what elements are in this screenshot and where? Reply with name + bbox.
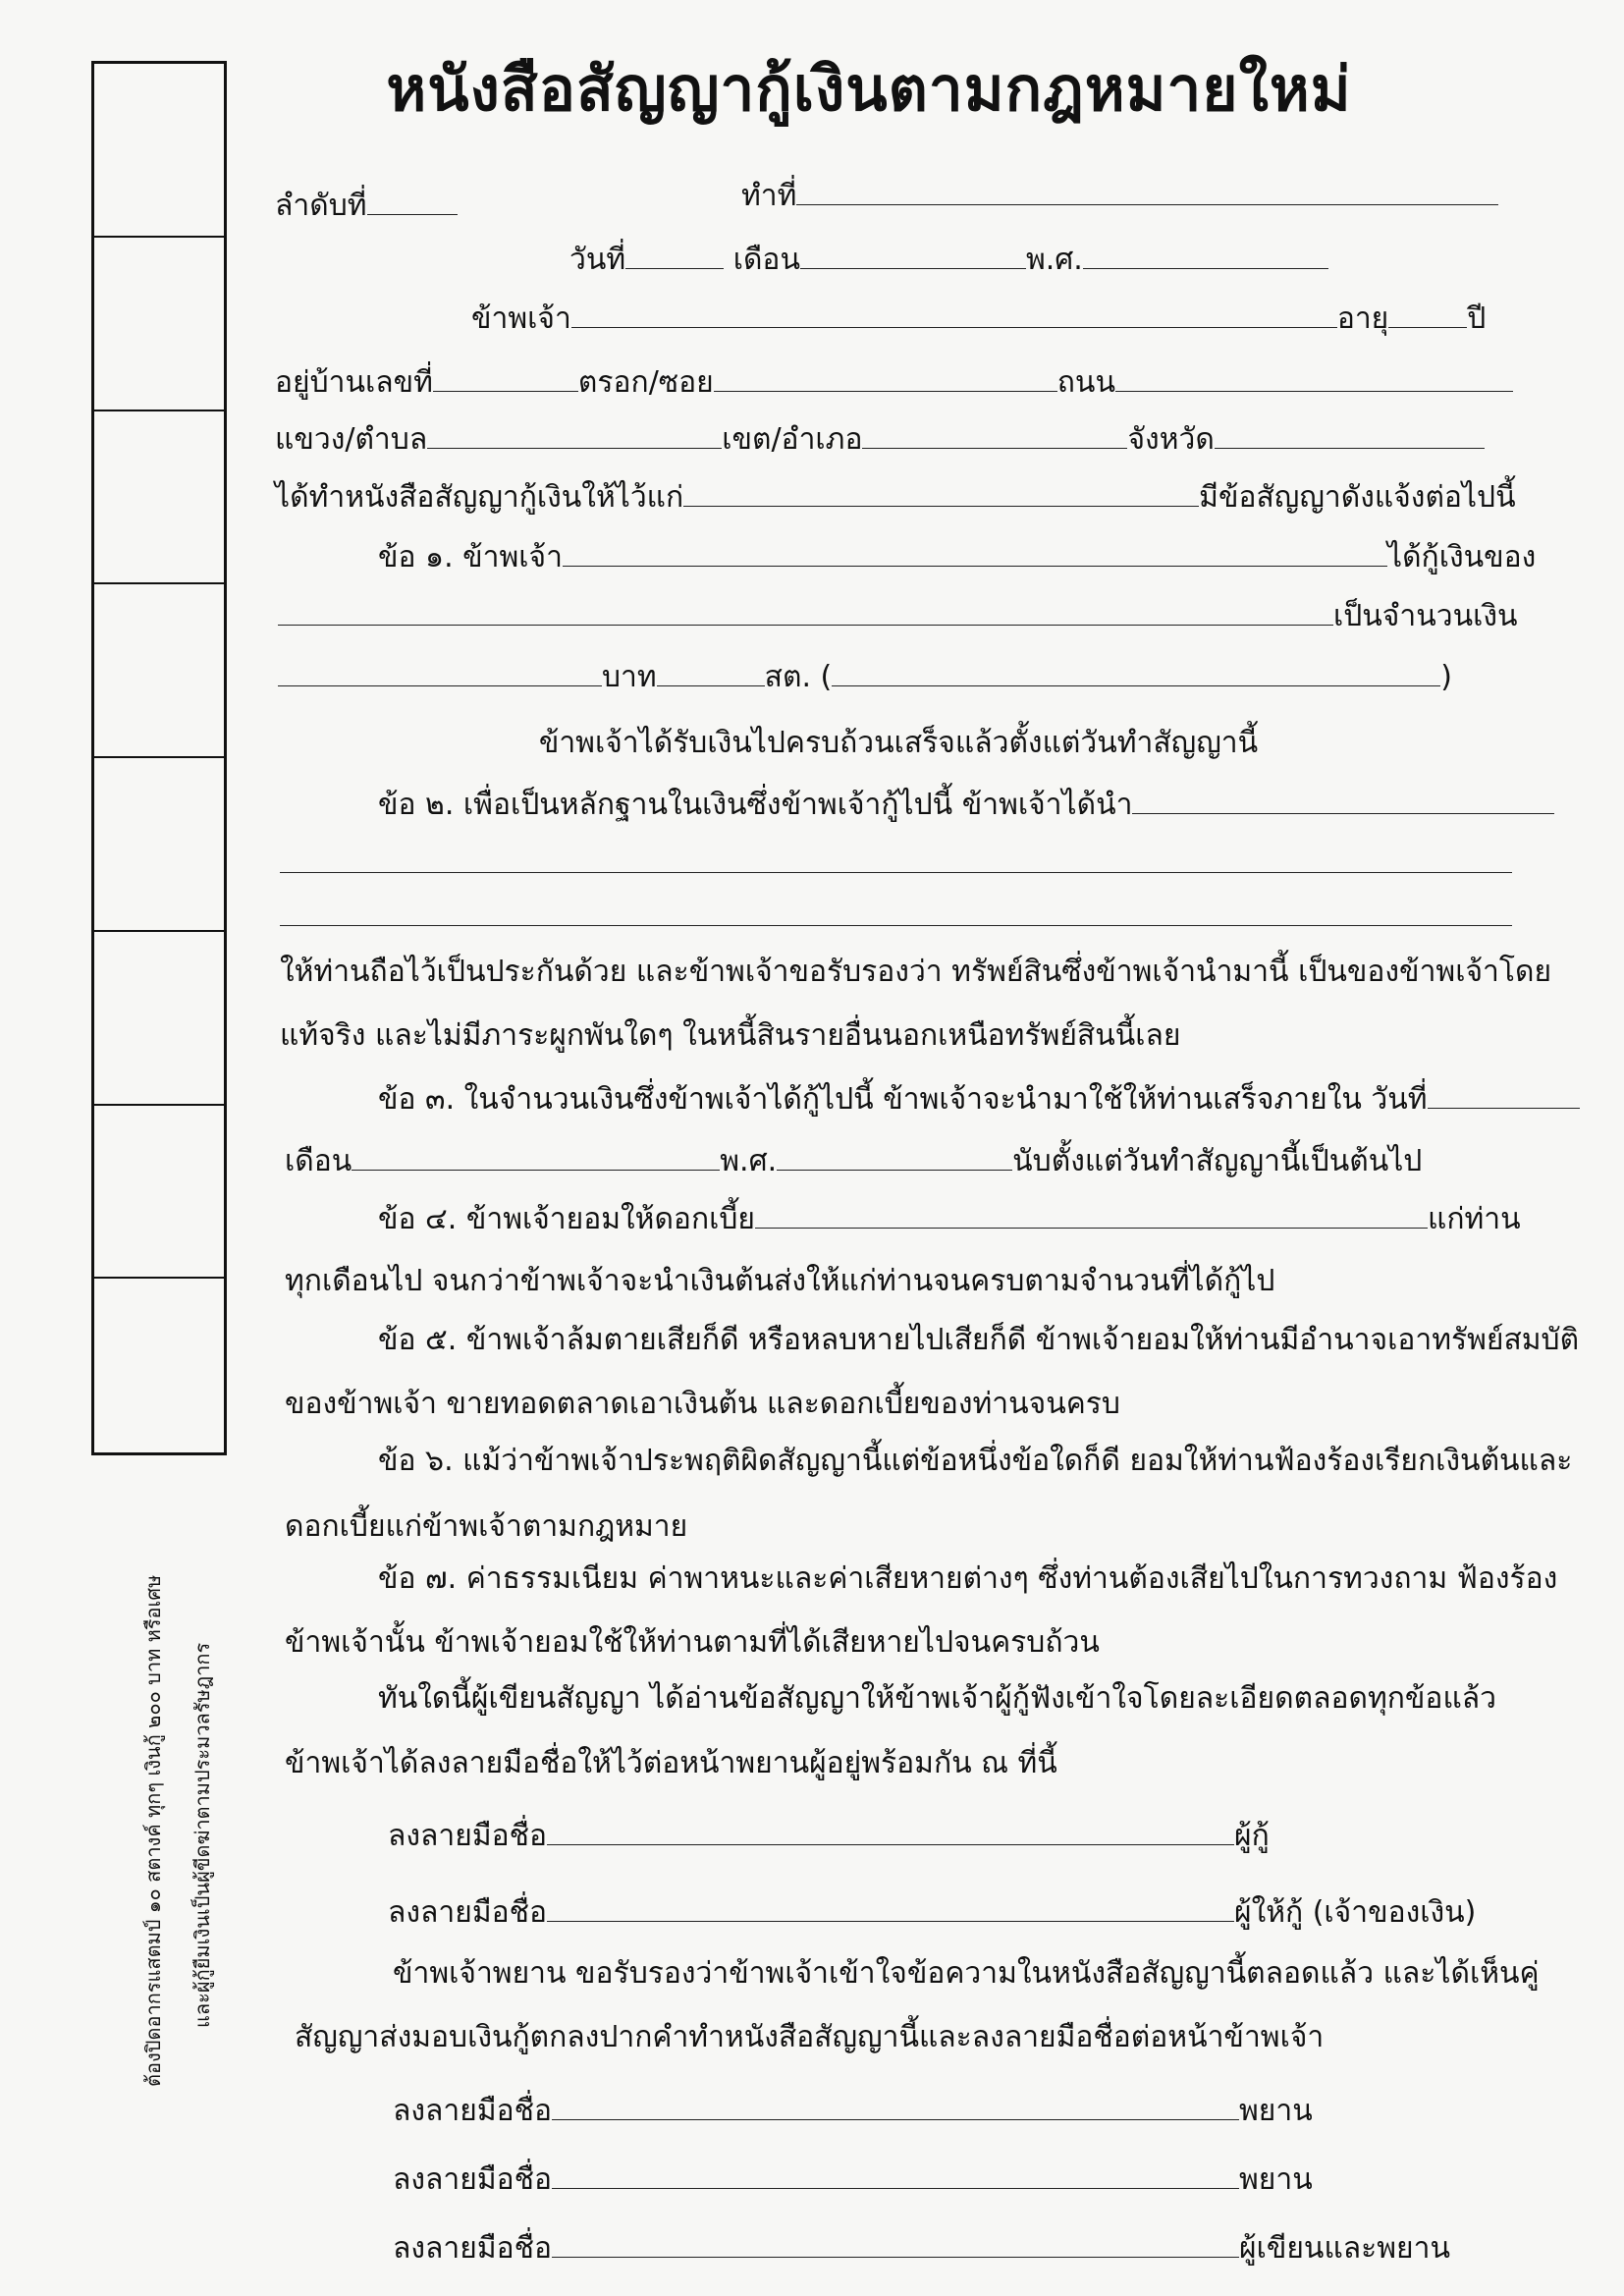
amount-label: เป็นจำนวนเงิน [1333, 599, 1518, 633]
satang-label: สต. ( [764, 660, 833, 694]
i-label: ข้าพเจ้า [471, 301, 571, 336]
clause3-date-row [285, 1142, 1422, 1181]
baht-field[interactable] [278, 660, 602, 686]
clause1-row [378, 538, 1536, 577]
repay-year-label: พ.ศ. [720, 1144, 778, 1178]
made-at-field[interactable] [796, 179, 1498, 205]
clause1-label: ข้อ ๑. ข้าพเจ้า [378, 540, 563, 574]
lender-signature-row [388, 1893, 1476, 1933]
witness2-signature-field[interactable] [552, 2162, 1239, 2189]
sign-label: ลงลายมือชื่อ [393, 2231, 553, 2266]
road-label: ถนน [1056, 365, 1115, 400]
province-label: จังหวัด [1127, 422, 1215, 457]
borrower-label: ผู้กู้ [1234, 1819, 1270, 1853]
amount-words-field[interactable] [832, 660, 1440, 686]
clause2-label: ข้อ ๒. เพื่อเป็นหลักฐานในเงินซึ่งข้าพเจ้ากู้ไปนี้ ข้าพเจ้าได้นำ [378, 788, 1133, 822]
repay-date-field[interactable] [1428, 1082, 1580, 1109]
received-statement: ข้าพเจ้าได้รับเงินไปครบถ้วนเสร็จแล้วตั้งแต่วันทำสัญญานี้ [538, 726, 1259, 760]
stamp-box-column [91, 61, 227, 1455]
repay-month-label: เดือน [285, 1144, 352, 1178]
date-label: วันที่ [569, 243, 626, 277]
witness-statement: สัญญาส่งมอบเงินกู้ตกลงปากคำทำหนังสือสัญญานี้และลงลายมือชื่อต่อหน้าข้าพเจ้า [295, 2020, 1325, 2054]
clause5-text: ของข้าพเจ้า ขายทอดตลาดเอาเงินต้น และดอกเบี้ยของท่านจนครบ [285, 1387, 1120, 1421]
clause3-row [378, 1080, 1580, 1120]
date-field[interactable] [625, 243, 724, 269]
age-label: อายุ [1336, 301, 1389, 336]
house-no-label: อยู่บ้านเลขที่ [275, 365, 433, 400]
made-at-label: ทำที่ [741, 179, 797, 213]
clause5-text: ข้อ ๕. ข้าพเจ้าล้มตายเสียก็ดี หรือหลบหายไปเสียก็ดี ข้าพเจ้ายอมให้ท่านมีอำนาจเอาทรัพย์สมบัติ [378, 1323, 1580, 1357]
collateral-field[interactable] [1132, 788, 1554, 814]
age-field[interactable] [1388, 301, 1467, 328]
interest-field[interactable] [755, 1202, 1428, 1229]
order-row [275, 187, 458, 226]
witness1-signature-row [393, 2092, 1313, 2131]
district-label: เขต/อำเภอ [722, 422, 863, 457]
witness-label: พยาน [1239, 2162, 1313, 2197]
collateral-line[interactable] [280, 925, 1512, 926]
road-field[interactable] [1115, 365, 1513, 392]
clause3-label: ข้อ ๓. ในจำนวนเงินซึ่งข้าพเจ้าได้กู้ไปนี้ ข้าพเจ้าจะนำมาใช้ให้ท่านเสร็จภายใน วันที่ [378, 1082, 1428, 1117]
witness1-signature-field[interactable] [552, 2094, 1239, 2120]
area-row [275, 420, 1485, 460]
clause6-text: ดอกเบี้ยแก่ข้าพเจ้าตามกฎหมาย [285, 1509, 688, 1544]
clause6-text: ข้อ ๖. แม้ว่าข้าพเจ้าประพฤติผิดสัญญานี้แต่ข้อหนึ่งข้อใดก็ดี ยอมให้ท่านฟ้องร้องเรียกเงินต้นและ [378, 1444, 1573, 1478]
closing-text: ทันใดนี้ผู้เขียนสัญญา ได้อ่านข้อสัญญาให้ข้าพเจ้าผู้กู้ฟังเข้าใจโดยละเอียดตลอดทุกข้อแล้ว [378, 1681, 1497, 1716]
sign-label: ลงลายมือชื่อ [388, 1819, 548, 1853]
baht-label: บาท [602, 660, 657, 694]
alley-label: ตรอก/ซอย [577, 365, 714, 400]
clause2-text: ให้ท่านถือไว้เป็นประกันด้วย และข้าพเจ้าขอรับรองว่า ทรัพย์สินซึ่งข้าพเจ้านำมานี้ เป็นของข้าพเจ้าโดย [280, 955, 1552, 989]
subdistrict-label: แขวง/ตำบล [275, 422, 428, 457]
contract-to-label: ได้ทำหนังสือสัญญากู้เงินให้ไว้แก่ [275, 480, 684, 515]
subdistrict-field[interactable] [427, 422, 722, 449]
alley-field[interactable] [714, 365, 1057, 392]
close-paren: ) [1440, 660, 1452, 694]
clause7-text: ข้าพเจ้านั้น ข้าพเจ้ายอมใช้ให้ท่านตามที่ได้เสียหายไปจนครบถ้วน [285, 1625, 1100, 1660]
borrower-signature-row [388, 1817, 1270, 1856]
borrowed-from-label: ได้กู้เงินของ [1386, 540, 1537, 574]
clause1-amount-row [278, 597, 1518, 636]
borrower-signature-field[interactable] [547, 1819, 1234, 1845]
month-field[interactable] [800, 243, 1026, 269]
terms-follow-label: มีข้อสัญญาดังแจ้งต่อไปนี้ [1199, 480, 1516, 515]
years-label: ปี [1467, 301, 1487, 336]
witness2-signature-row [393, 2160, 1313, 2200]
clause4-row [378, 1200, 1521, 1239]
lender-field[interactable] [278, 599, 1333, 626]
clause4-label: ข้อ ๔. ข้าพเจ้ายอมให้ดอกเบี้ย [378, 1202, 755, 1236]
sign-label: ลงลายมือชื่อ [388, 1895, 548, 1930]
made-at-row [741, 177, 1498, 216]
stamp-box [94, 411, 224, 585]
lender-signature-field[interactable] [547, 1895, 1234, 1922]
witness-statement: ข้าพเจ้าพยาน ขอรับรองว่าข้าพเจ้าเข้าใจข้อความในหนังสือสัญญานี้ตลอดแล้ว และได้เห็นคู่ [393, 1956, 1540, 1991]
writer-signature-row [393, 2229, 1450, 2269]
closing-text: ข้าพเจ้าได้ลงลายมือชื่อให้ไว้ต่อหน้าพยานผู้อยู่พร้อมกัน ณ ที่นี้ [285, 1746, 1057, 1780]
stamp-duty-note: และผู้กู้ยืมเงินเป็นผู้ขีดฆ่าตามประมวลรัษฎากร [190, 1642, 214, 2028]
date-row [569, 241, 1328, 280]
month-label: เดือน [732, 243, 800, 277]
contract-to-row [275, 478, 1516, 518]
stamp-duty-note: ต้องปิดอากรแสตมป์ ๑๐ สตางค์ ทุกๆ เงินกู้ ๒๐๐ บาท หรือเศษ [141, 1574, 165, 2087]
stamp-box [94, 584, 224, 758]
from-label: นับตั้งแต่วันทำสัญญานี้เป็นต้นไป [1012, 1144, 1423, 1178]
sign-label: ลงลายมือชื่อ [393, 2162, 553, 2197]
satang-field[interactable] [657, 660, 765, 686]
house-no-field[interactable] [433, 365, 578, 392]
writer-signature-field[interactable] [552, 2231, 1239, 2258]
stamp-box [94, 64, 224, 238]
clause7-text: ข้อ ๗. ค่าธรรมเนียม ค่าพาหนะและค่าเสียหายต่างๆ ซึ่งท่านต้องเสียไปในการทวงถาม ฟ้องร้อง [378, 1561, 1558, 1596]
name-row [471, 300, 1486, 339]
year-label: พ.ศ. [1025, 243, 1083, 277]
year-field[interactable] [1083, 243, 1328, 269]
stamp-box [94, 758, 224, 932]
repay-month-field[interactable] [352, 1144, 720, 1171]
borrower-name-field[interactable] [563, 540, 1387, 567]
district-field[interactable] [862, 422, 1127, 449]
address-row [275, 363, 1513, 403]
to-you-label: แก่ท่าน [1427, 1202, 1521, 1236]
stamp-box [94, 1279, 224, 1452]
lender-label: ผู้ให้กู้ (เจ้าของเงิน) [1234, 1895, 1477, 1930]
sign-label: ลงลายมือชื่อ [393, 2094, 553, 2128]
name-field[interactable] [571, 301, 1337, 328]
province-field[interactable] [1215, 422, 1485, 449]
writer-witness-label: ผู้เขียนและพยาน [1239, 2231, 1450, 2266]
stamp-box [94, 932, 224, 1106]
stamp-box [94, 238, 224, 411]
lender-name-field[interactable] [683, 480, 1199, 507]
collateral-line[interactable] [280, 872, 1512, 873]
clause2-row [378, 786, 1554, 825]
stamp-box [94, 1106, 224, 1280]
clause4-text: ทุกเดือนไป จนกว่าข้าพเจ้าจะนำเงินต้นส่งให้แก่ท่านจนครบตามจำนวนที่ได้กู้ไป [285, 1264, 1275, 1298]
witness-label: พยาน [1239, 2094, 1313, 2128]
order-no-label: ลำดับที่ [275, 189, 367, 223]
repay-year-field[interactable] [777, 1144, 1012, 1171]
clause1-money-row [278, 658, 1452, 697]
document-title: หนังสือสัญญากู้เงินตามกฎหมายใหม่ [386, 53, 1352, 125]
clause2-text: แท้จริง และไม่มีภาระผูกพันใดๆ ในหนี้สินรายอื่นนอกเหนือทรัพย์สินนี้เลย [280, 1018, 1181, 1053]
order-no-field[interactable] [367, 189, 458, 215]
